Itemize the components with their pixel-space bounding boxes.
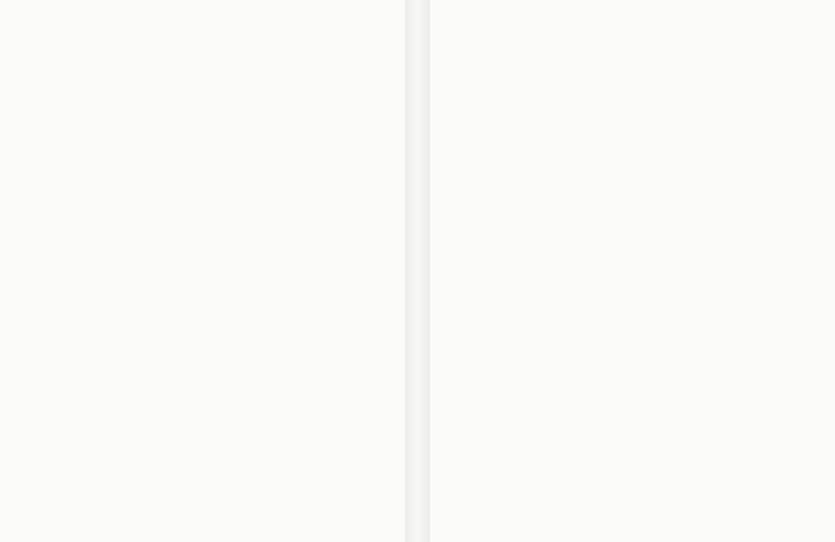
text-column xyxy=(212,22,229,492)
section-heading xyxy=(716,22,733,492)
text-column xyxy=(620,22,637,492)
text-column xyxy=(530,22,547,492)
book-gutter xyxy=(405,0,430,542)
text-column xyxy=(494,22,511,492)
text-column xyxy=(158,22,175,492)
text-column xyxy=(104,22,121,492)
text-column xyxy=(50,22,67,492)
text-column xyxy=(739,22,756,492)
section-heading xyxy=(290,22,307,492)
text-column xyxy=(313,22,330,492)
text-column xyxy=(602,22,619,492)
text-column xyxy=(194,22,211,492)
text-column xyxy=(757,22,774,492)
text-column xyxy=(548,22,565,492)
text-column xyxy=(458,22,475,492)
text-column xyxy=(476,22,493,492)
text-column xyxy=(512,22,529,492)
text-column xyxy=(176,22,193,492)
text-column xyxy=(86,22,103,492)
text-column xyxy=(14,22,31,492)
text-column xyxy=(349,22,366,492)
text-column xyxy=(656,22,673,492)
text-column xyxy=(122,22,139,492)
text-column xyxy=(692,22,709,492)
text-column xyxy=(248,22,265,492)
right-page xyxy=(430,0,835,542)
text-column xyxy=(230,22,247,492)
text-column xyxy=(775,22,792,492)
text-column xyxy=(32,22,49,492)
text-column xyxy=(584,22,601,492)
text-column xyxy=(331,22,348,492)
text-column xyxy=(638,22,655,492)
text-column xyxy=(140,22,157,492)
text-column xyxy=(793,22,810,492)
text-column xyxy=(68,22,85,492)
text-column xyxy=(674,22,691,492)
left-page xyxy=(0,0,405,542)
text-column xyxy=(266,22,283,492)
text-column xyxy=(566,22,583,492)
